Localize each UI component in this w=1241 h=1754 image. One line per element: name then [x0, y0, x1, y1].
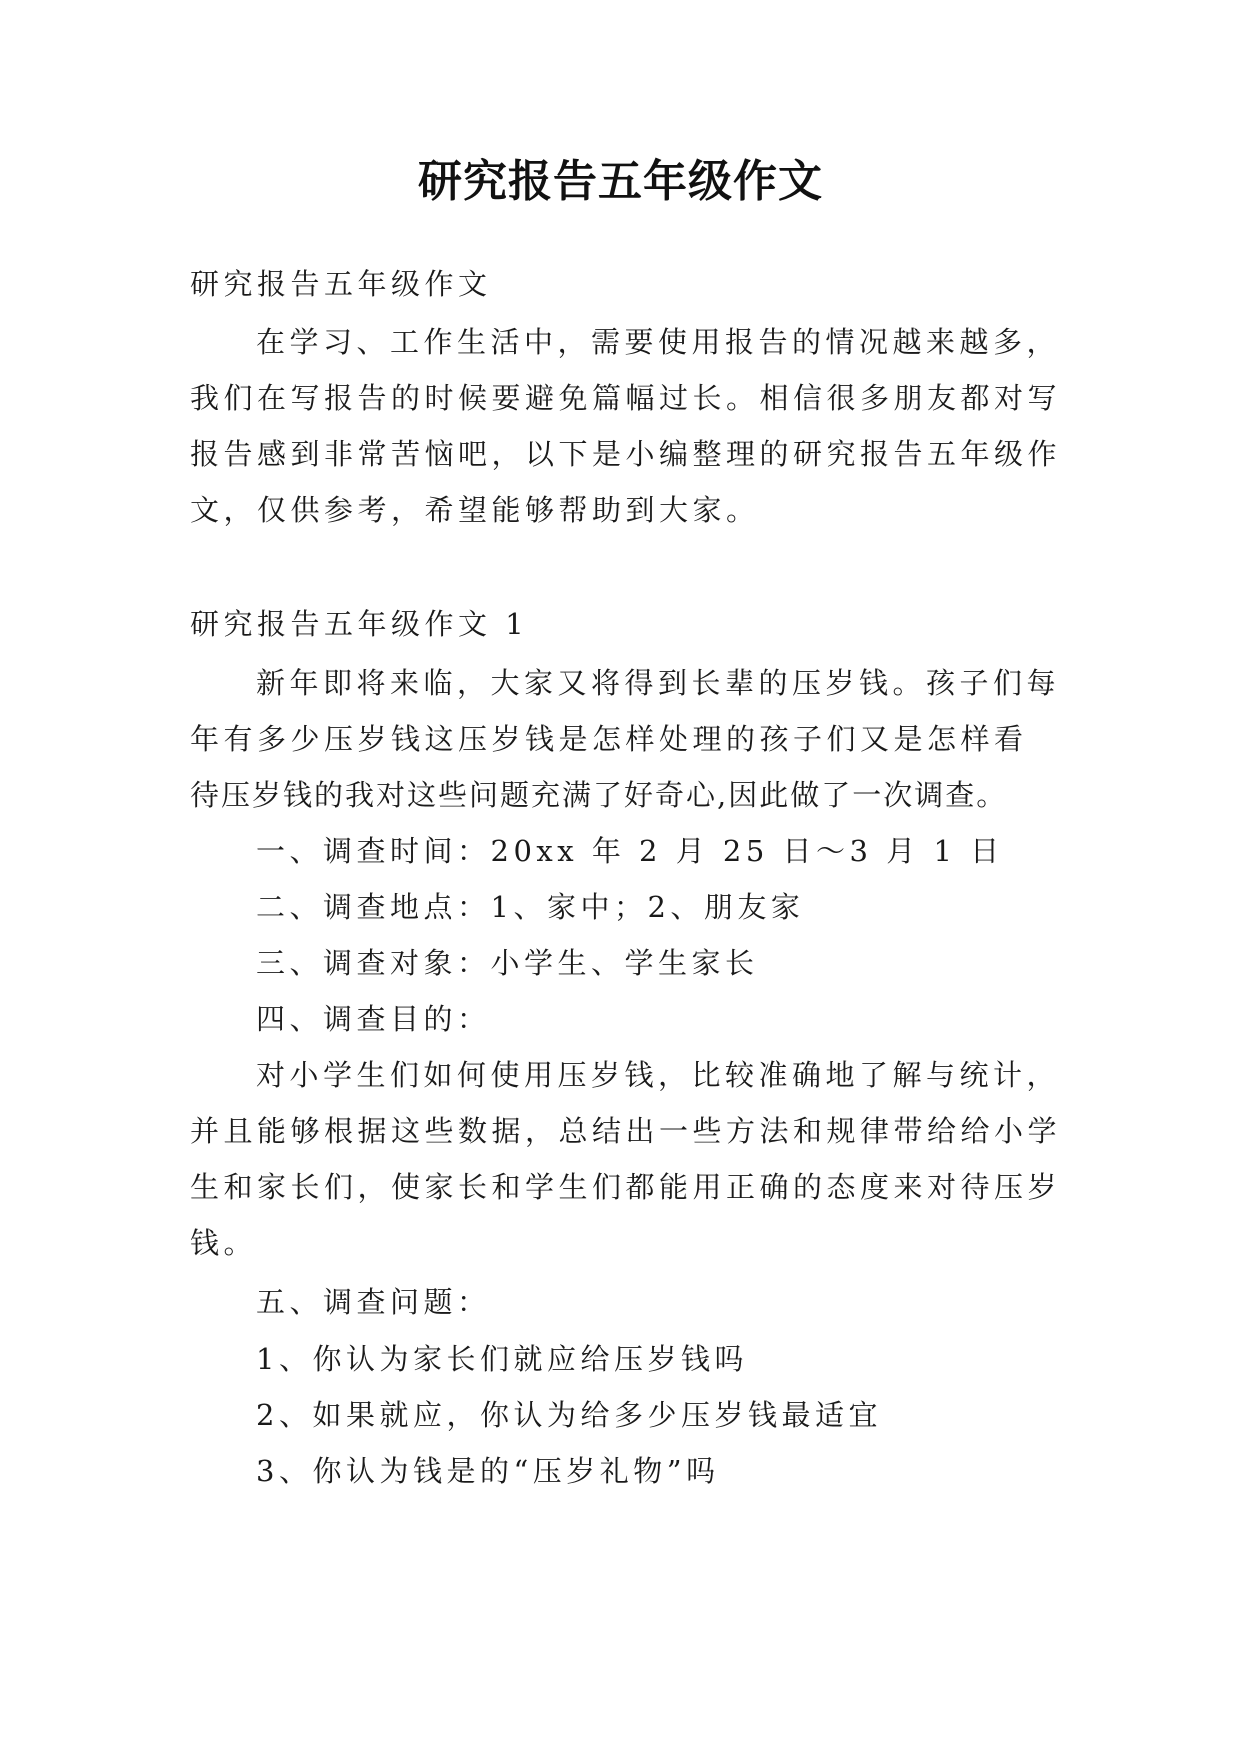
survey-questions-heading: 五、调查问题：	[256, 1285, 491, 1319]
survey-place: 二、调查地点：1、家中；2、朋友家	[256, 890, 805, 924]
intro-line-3: 报告感到非常苦恼吧，以下是小编整理的研究报告五年级作	[190, 437, 1062, 471]
question-3: 3、你认为钱是的“压岁礼物”吗	[256, 1454, 720, 1488]
purpose-line-3: 生和家长们，使家长和学生们都能用正确的态度来对待压岁	[190, 1170, 1062, 1204]
purpose-line-1: 对小学生们如何使用压岁钱，比较准确地了解与统计，	[256, 1058, 1061, 1092]
section1-line-3: 待压岁钱的我对这些问题充满了好奇心,因此做了一次调查。	[190, 778, 1008, 812]
purpose-line-4: 钱。	[190, 1226, 258, 1260]
intro-line-4: 文，仅供参考，希望能够帮助到大家。	[190, 493, 760, 527]
survey-time: 一、调查时间：20xx 年 2 月 25 日～3 月 1 日	[256, 834, 1004, 868]
purpose-line-2: 并且能够根据这些数据，总结出一些方法和规律带给给小学	[190, 1114, 1062, 1148]
intro-line-1: 在学习、工作生活中，需要使用报告的情况越来越多，	[256, 325, 1061, 359]
question-1: 1、你认为家长们就应给压岁钱吗	[256, 1342, 748, 1376]
document-title: 研究报告五年级作文	[418, 156, 823, 207]
section1-heading: 研究报告五年级作文 1	[190, 607, 529, 641]
survey-target: 三、调查对象：小学生、学生家长	[256, 946, 759, 980]
survey-purpose-heading: 四、调查目的：	[256, 1002, 491, 1036]
section1-line-1: 新年即将来临，大家又将得到长辈的压岁钱。孩子们每	[256, 666, 1061, 700]
intro-line-2: 我们在写报告的时候要避免篇幅过长。相信很多朋友都对写	[190, 381, 1062, 415]
section1-line-2: 年有多少压岁钱这压岁钱是怎样处理的孩子们又是怎样看	[190, 722, 1028, 756]
document-subtitle: 研究报告五年级作文	[190, 267, 492, 301]
question-2: 2、如果就应，你认为给多少压岁钱最适宜	[256, 1398, 882, 1432]
